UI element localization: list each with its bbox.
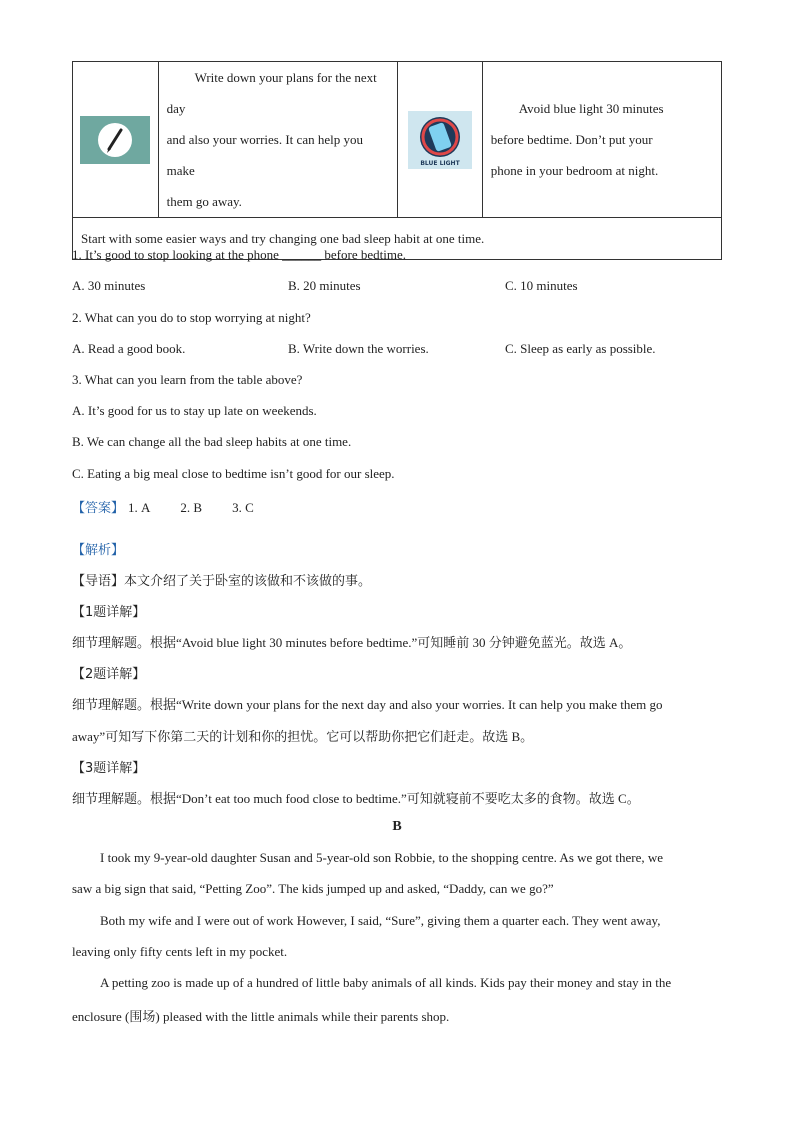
passage-p1-line-2: saw a big sign that said, “Petting Zoo”. The kids jumped up and asked, “Daddy, can we go?” (72, 881, 554, 896)
answer-1: 1. A (128, 500, 151, 515)
question-1: 1. It’s good to stop looking at the phone ______ before bedtime. (72, 247, 406, 262)
pencil-icon (80, 116, 150, 164)
q3-option-b: B. We can change all the bad sleep habits at one time. (72, 434, 352, 449)
q1-option-c: C. 10 minutes (505, 278, 578, 293)
tips-footer: Start with some easier ways and try changing one bad sleep habit at one time. (73, 218, 722, 260)
tip-plans-line-3: them go away. (166, 194, 242, 209)
passage-p1-line-1: I took my 9-year-old daughter Susan and 5-year-old son Robbie, to the shopping centre. As we got there, we (100, 850, 664, 865)
passage-p3-line-1: A petting zoo is made up of a hundred of little baby animals of all kinds. Kids pay their money and stay in the (100, 975, 672, 990)
tip-blue-light-line-2: before bedtime. Don’t put your (490, 132, 653, 147)
tip-plans-line-1: Write down your plans for the next day (166, 70, 377, 116)
detail-1-title: 【1题详解】 (72, 605, 146, 620)
q2-option-b: B. Write down the worries. (288, 341, 429, 356)
guide-label: 【导语】 (72, 574, 125, 589)
q2-option-c: C. Sleep as early as possible. (505, 341, 656, 356)
question-3: 3. What can you learn from the table above? (72, 372, 303, 387)
answer-row (72, 497, 254, 516)
tips-table (72, 61, 722, 260)
q1-option-a: A. 30 minutes (72, 278, 146, 293)
q1-option-b: B. 20 minutes (288, 278, 361, 293)
question-2: 2. What can you do to stop worrying at night? (72, 310, 311, 325)
guide-text: 本文介绍了关于卧室的该做和不该做的事。 (124, 574, 372, 589)
detail-3-text: 细节理解题。根据“Don’t eat too much food close to bedtime.”可知就寝前不要吃太多的食物。故选 C。 (72, 791, 640, 806)
detail-3-title: 【3题详解】 (72, 761, 146, 776)
section-b-heading: B (392, 819, 402, 834)
tip-blue-light-line-1: Avoid blue light 30 minutes (518, 101, 664, 116)
answer-3: 3. C (232, 500, 254, 515)
detail-2-text-line-1: 细节理解题。根据“Write down your plans for the next day and also your worries. It can help you make them go (72, 697, 663, 712)
guide-row (72, 570, 371, 589)
tip-blue-light (482, 62, 721, 218)
detail-2-title: 【2题详解】 (72, 667, 146, 682)
answer-label: 【答案】 (72, 501, 125, 516)
tip-plans (158, 62, 397, 218)
detail-1-text: 细节理解题。根据“Avoid blue light 30 minutes before bedtime.”可知睡前 30 分钟避免蓝光。故选 A。 (72, 635, 632, 650)
q2-option-a: A. Read a good book. (72, 341, 186, 356)
blue-light-icon-text: BLUE LIGHT (419, 159, 460, 167)
q3-option-c: C. Eating a big meal close to bedtime isn’t good for our sleep. (72, 466, 395, 481)
tip-plans-line-2: and also your worries. It can help you make (166, 132, 363, 178)
blue-light-phone-icon (408, 111, 472, 169)
pencil-icon-cell (73, 62, 159, 218)
q3-option-a: A. It’s good for us to stay up late on weekends. (72, 403, 317, 418)
analysis-title: 【解析】 (72, 543, 125, 558)
detail-2-text-line-2: away”可知写下你第二天的计划和你的担忧。它可以帮助你把它们赶走。故选 B。 (72, 729, 534, 744)
tip-blue-light-line-3: phone in your bedroom at night. (490, 163, 659, 178)
passage-p2-line-1: Both my wife and I were out of work However, I said, “Sure”, giving them a quarter each. They went away, (100, 913, 661, 928)
passage-p2-line-2: leaving only fifty cents left in my pocket. (72, 944, 288, 959)
phone-icon-cell (397, 62, 482, 218)
passage-p3-line-2: enclosure (围场) pleased with the little animals while their parents shop. (72, 1009, 450, 1024)
answer-2: 2. B (180, 500, 203, 515)
